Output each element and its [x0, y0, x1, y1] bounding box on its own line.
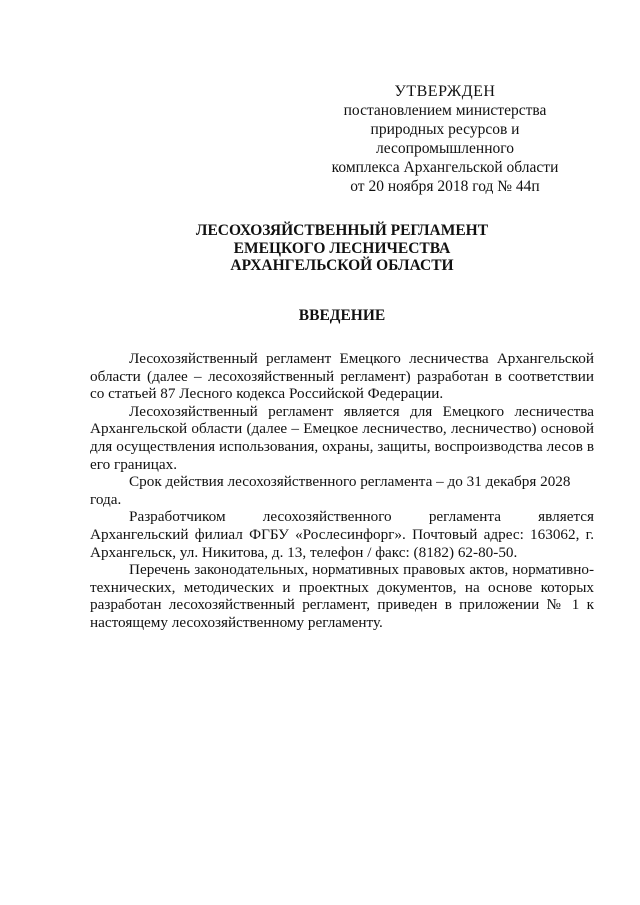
- approval-line-2: природных ресурсов и лесопромышленного: [370, 121, 520, 157]
- approval-line-1: постановлением министерства: [343, 102, 547, 119]
- paragraph-purpose: Лесохозяйственный регламент является для Емецкого лесничества Архангельской области (далее – Емецкое лесничество, лесничество) основой для осуществления использования, охраны, защиты, воспроизводства лесов в его границах.: [90, 402, 594, 473]
- paragraph-references: Перечень законодательных, нормативных правовых актов, нормативно-технических, методических и проектных документов, на основе которых разработан лесохозяйственный регламент, приведен в приложении № 1 к настоящему лесохозяйственному регламенту.: [90, 561, 594, 631]
- approval-stamp: УТВЕРЖДЕН: [394, 83, 496, 100]
- document-title-line-1: ЛЕСОХОЗЯЙСТВЕННЫЙ РЕГЛАМЕНТ: [195, 222, 489, 239]
- approval-date-number: от 20 ноября 2018 год № 44п: [350, 178, 540, 195]
- approval-line-3: комплекса Архангельской области: [331, 159, 559, 176]
- paragraph-legal-basis: Лесохозяйственный регламент Емецкого лесничества Архангельской области (далее – лесохозяйственный регламент) разработан в соответствии со статьей 87 Лесного кодекса Российской Федерации.: [90, 350, 594, 403]
- introduction-body: [90, 350, 594, 632]
- section-heading: ВВЕДЕНИЕ: [298, 307, 386, 324]
- approval-block: [300, 82, 590, 196]
- document-title-line-2: ЕМЕЦКОГО ЛЕСНИЧЕСТВА: [233, 239, 451, 257]
- paragraph-validity-term: Срок действия лесохозяйственного регламента – до 31 декабря 2028 года.: [90, 473, 571, 508]
- document-title-line-3: АРХАНГЕЛЬСКОЙ ОБЛАСТИ: [230, 257, 454, 274]
- document-title: [90, 222, 594, 275]
- paragraph-developer: Разработчиком лесохозяйственного регламента является Архангельский филиал ФГБУ «Рослесинфорг». Почтовый адрес: 163062, г. Архангельск, ул. Никитова, д. 13, телефон / факс: (8182) 62-80-50.: [90, 508, 594, 561]
